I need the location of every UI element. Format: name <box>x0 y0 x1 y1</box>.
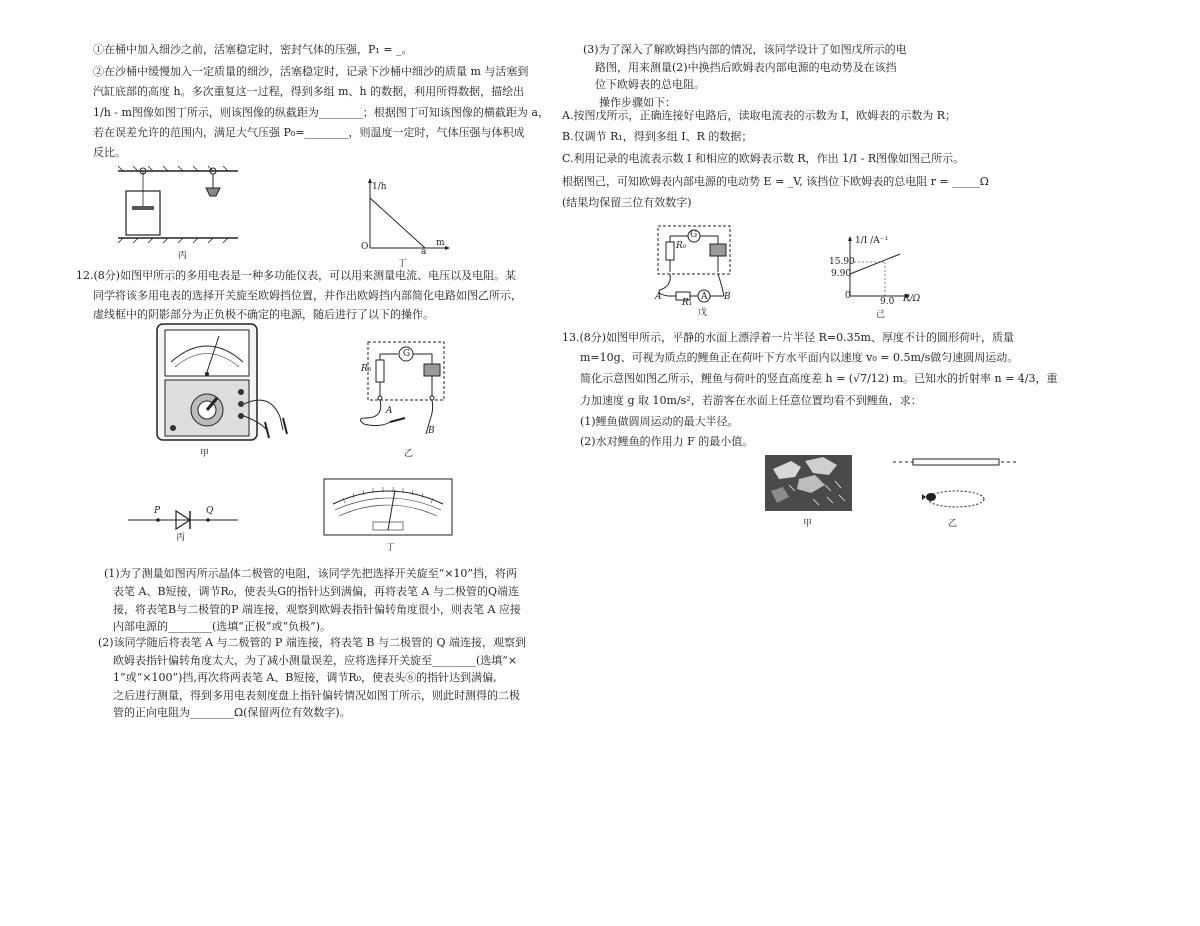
probe-a-label: A <box>655 292 662 302</box>
tick-label-x: 9.0 <box>880 297 895 307</box>
text-line: m=10g、可视为质点的鲤鱼正在荷叶下方水平面内以速度 v₀ = 0.5m/s做匀速圆周运动。 <box>580 351 1019 364</box>
text-line: 管的正向电阻为________Ω(保留两位有效数字)。 <box>113 706 351 719</box>
subquestion-2-text: (2)该同学随后将表笔 A 与二极管的 P 端连接，将表笔 B 与二极管的 Q 端连接，观察到 <box>98 636 526 649</box>
step-b: B.仅调节 R₁，得到多组 I、R 的数据； <box>562 130 753 143</box>
figure-label: 甲 <box>200 449 210 459</box>
figure-label: 戊 <box>698 308 708 318</box>
figure-label: 丁 <box>386 543 396 553</box>
question-12-text: 12.(8分)如图甲所示的多用电表是一种多功能仪表，可以用来测量电流、电压以及电阻。某 <box>76 269 517 282</box>
axis-label-x: R/Ω <box>903 294 921 304</box>
multimeter-figure <box>155 322 300 442</box>
origin-label: O <box>361 242 369 252</box>
result-line: 根据图己，可知欧姆表内部电源的电动势 E = _V, 该挡位下欧姆表的总电阻 r = _____Ω <box>562 175 989 188</box>
text-line: 简化示意图如图乙所示，鲤鱼与荷叶的竖直高度差 h = (√7/12) m。已知水的折射率 n = 4/3，重 <box>580 372 1058 385</box>
diode-figure <box>128 508 238 532</box>
figure-label: 丙 <box>176 533 186 543</box>
axis-label-x: m <box>436 238 445 248</box>
galvanometer-label: G <box>690 230 698 240</box>
figure-label: 丁 <box>398 259 408 269</box>
text-line: 1/h - m图像如图丁所示，则该图像的纵截距为________；根据图丁可知该图像的横截距为 a， <box>93 106 549 119</box>
figure-label: 乙 <box>404 449 414 459</box>
text-line: 力加速度 g 取 10m/s²，若游客在水面上任意位置均看不到鲤鱼，求： <box>580 394 922 407</box>
text-line: 欧姆表指针偏转角度太大，为了减小测量误差，应将选择开关旋至________(选填“× <box>113 654 518 667</box>
apparatus-figure <box>118 166 238 246</box>
probe-b-label: B <box>428 426 435 436</box>
axis-label-y: 1/I /A⁻¹ <box>855 236 889 246</box>
figure-label: 甲 <box>803 519 813 529</box>
text-line: 之后进行测量，得到多用电表刻度盘上指针偏转情况如图丁所示，则此时测得的二极 <box>113 689 520 702</box>
tick-label-y: 9.90 <box>831 269 852 279</box>
subquestion-3-text: (3)为了深入了解欧姆挡内部的情况，该同学设计了如图戊所示的电 <box>583 43 907 56</box>
text-line: 路图，用来测量(2)中换挡后欧姆表内部电源的电动势及在该挡 <box>595 61 897 74</box>
text-line: (2)水对鲤鱼的作用力 F 的最小值。 <box>580 435 754 448</box>
text-line: 操作步骤如下： <box>599 96 676 109</box>
r0-label: R₀ <box>676 241 687 251</box>
meter-dial-figure <box>323 478 453 538</box>
figure-label: 己 <box>876 310 886 320</box>
note-line: (结果均保留三位有效数字) <box>562 196 692 209</box>
r1-label: R₁ <box>682 298 693 308</box>
text-line: 若在误差允许的范围内，满足大气压强 P₀=________，则温度一定时，气体压强与体积成 <box>93 126 525 139</box>
question-13-text: 13.(8分)如图甲所示，平静的水面上漂浮着一片半径 R=0.35m、厚度不计的圆形荷叶，质量 <box>562 331 1014 344</box>
text-line: 同学将该多用电表的选择开关旋至欧姆挡位置，并作出欧姆挡内部简化电路如图乙所示， <box>93 289 522 302</box>
intercept-label: a <box>421 247 427 257</box>
text-line: 表笔 A、B短接，调节R₀，使表头G的指针达到满偏，再将表笔 A 与二极管的Q端连 <box>113 585 519 598</box>
step-a: A.按图戊所示，正确连接好电路后，读取电流表的示数为 I，欧姆表的示数为 R； <box>562 109 957 122</box>
galvanometer-label: G <box>403 349 411 359</box>
figure-label: 乙 <box>948 519 958 529</box>
text-line: ②在沙桶中缓慢加入一定质量的细沙，活塞稳定时，记录下沙桶中细沙的质量 m 与活塞到 <box>93 65 529 78</box>
diode-p-label: P <box>154 506 161 516</box>
step-c: C.利用记录的电流表示数 I 和相应的欧姆表示数 R，作出 1/I - R图像如图己所示。 <box>562 152 965 165</box>
text-line: 位下欧姆表的总电阻。 <box>595 78 705 91</box>
diode-q-label: Q <box>206 506 214 516</box>
text-line: ①在桶中加入细沙之前，活塞稳定时，密封气体的压强，P₁ = _。 <box>93 43 413 56</box>
text-line: 汽缸底部的高度 h。多次重复这一过程，得到多组 m、h 的数据，利用所得数据，描绘出 <box>93 85 525 98</box>
text-line: 内部电源的________(选填“正极”或“负极”)。 <box>113 620 332 633</box>
axis-label-y: 1/h <box>372 182 387 192</box>
text-line: 反比。 <box>93 146 126 159</box>
probe-b-label: B <box>724 292 731 302</box>
probe-a-label: A <box>386 406 393 416</box>
lotus-photo <box>765 455 852 511</box>
subquestion-1-text: (1)为了测量如图丙所示晶体二极管的电阻，该同学先把选择开关旋至“×10”挡，将两 <box>104 567 518 580</box>
ohmmeter-circuit <box>350 338 450 438</box>
text-line: (1)鲤鱼做圆周运动的最大半径。 <box>580 415 739 428</box>
ammeter-label: A <box>701 292 708 302</box>
figure-label: 丙 <box>178 251 188 261</box>
fish-orbit-sketch <box>893 455 1019 511</box>
text-line: 接，将表笔B与二极管的P 端连接，观察到欧姆表指针偏转角度很小，则表笔 A 应接 <box>113 603 521 616</box>
text-line: 1”或“×100”)挡,再次将两表笔 A、B短接，调节R₀，使表头⑥的指针达到满偏, <box>113 671 497 684</box>
origin-label: 0 <box>845 291 851 301</box>
text-line: 虚线框中的阴影部分为正负极不确定的电源，随后进行了以下的操作。 <box>93 308 434 321</box>
tick-label-y: 15.90 <box>829 257 855 267</box>
r0-label: R₀ <box>361 364 372 374</box>
